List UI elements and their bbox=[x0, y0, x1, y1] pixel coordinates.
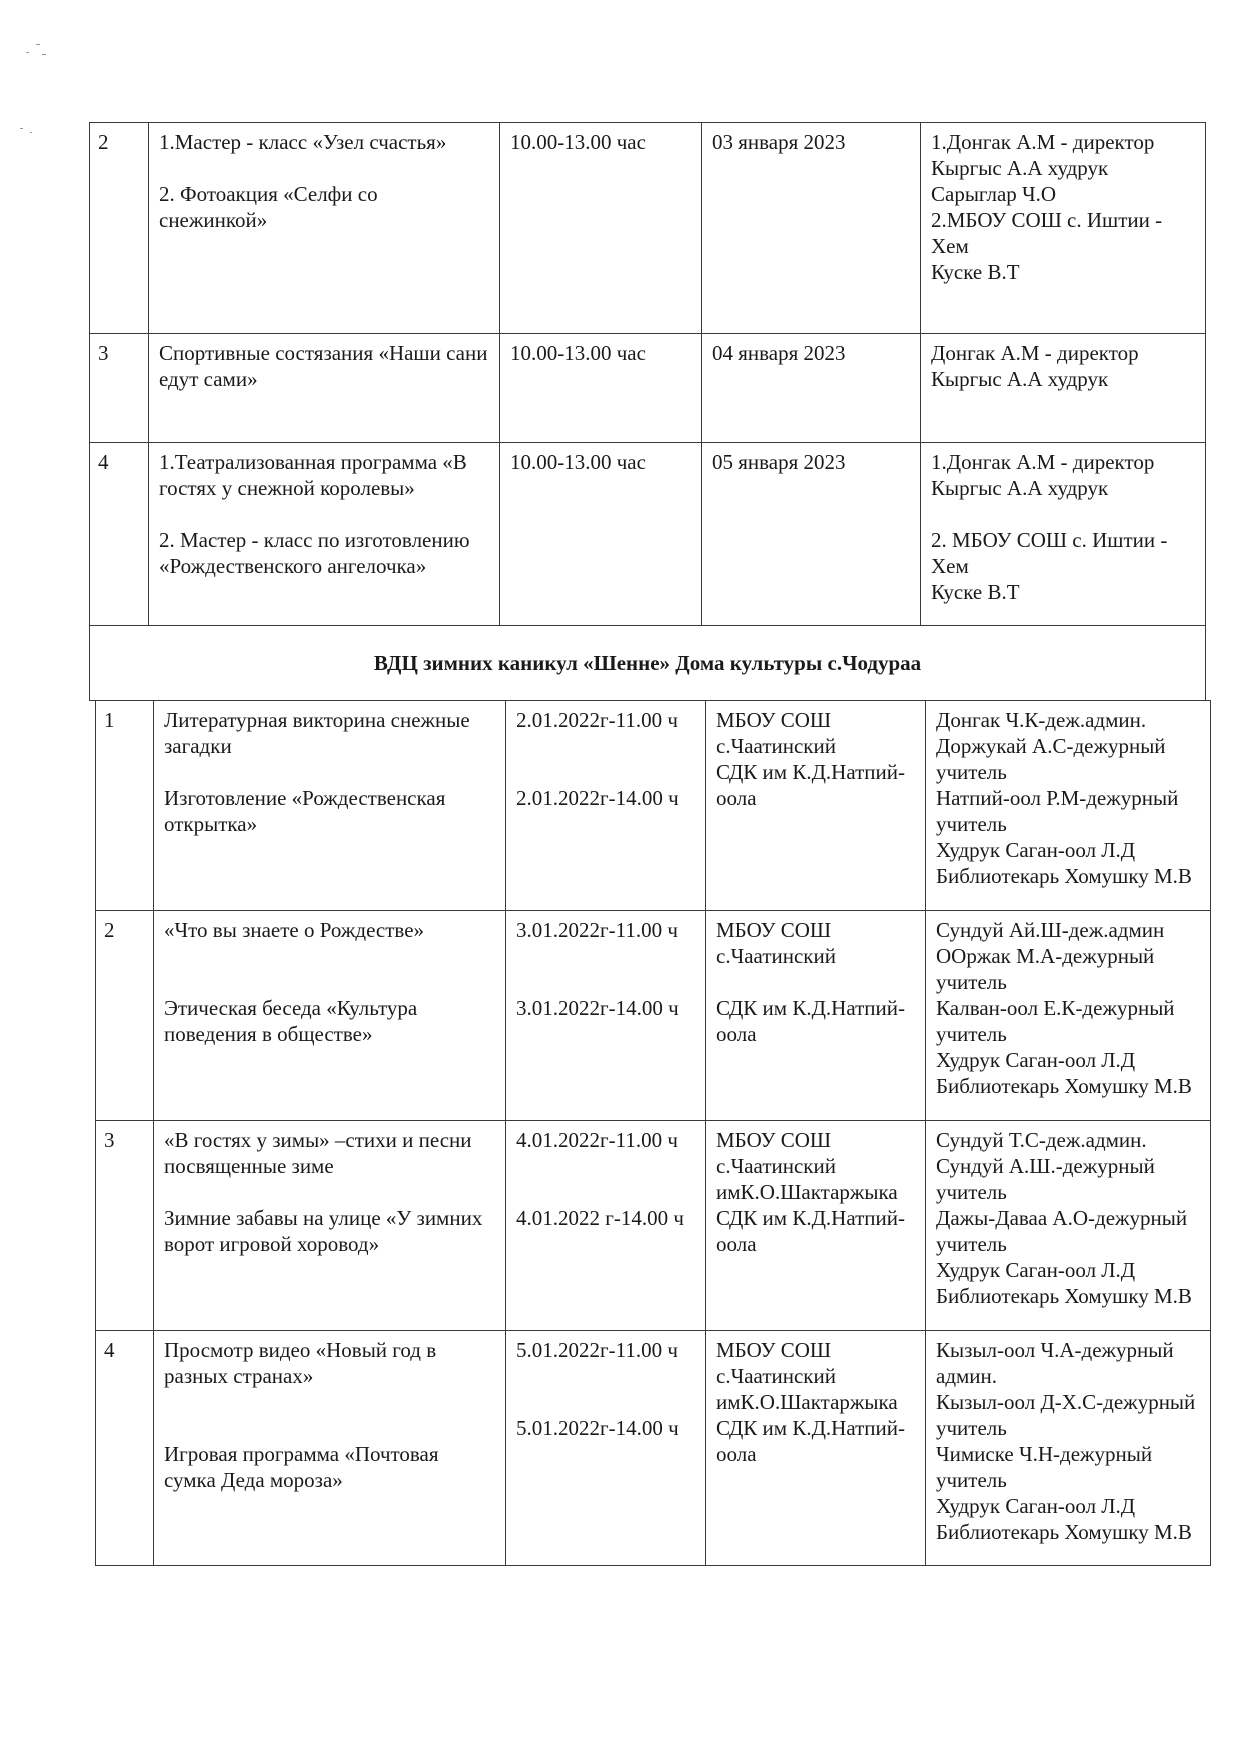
event-responsible: Кызыл-оол Ч.А-дежурный админ. Кызыл-оол Д-Х.С-дежурный учитель Чимиске Ч.Н-дежурный учитель Худрук Саган-оол Л.Д Библиотекарь Хомушку М.В bbox=[926, 1331, 1211, 1566]
section-header-row bbox=[90, 626, 1206, 701]
scan-specks bbox=[18, 40, 78, 140]
event-title: Спортивные состязания «Наши сани едут сами» bbox=[149, 334, 500, 443]
row-number: 4 bbox=[96, 1331, 154, 1566]
row-number: 2 bbox=[90, 123, 149, 334]
row-number: 3 bbox=[90, 334, 149, 443]
event-responsible: 1.Донгак А.М - директор Кыргыс А.А худрук 2. МБОУ СОШ с. Иштии - Хем Куске В.Т bbox=[921, 443, 1206, 626]
event-time: 10.00-13.00 час bbox=[500, 123, 702, 334]
event-responsible: 1.Донгак А.М - директор Кыргыс А.А худрук Сарыглар Ч.О 2.МБОУ СОШ с. Иштии - Хем Куске В.Т bbox=[921, 123, 1206, 334]
event-time: 10.00-13.00 час bbox=[500, 334, 702, 443]
row-number: 4 bbox=[90, 443, 149, 626]
table-row bbox=[90, 123, 1206, 334]
table-row bbox=[90, 443, 1206, 626]
event-place: МБОУ СОШ с.Чаатинский имК.О.Шактаржыка СДК им К.Д.Натпий-оола bbox=[706, 1331, 926, 1566]
event-date: 05 января 2023 bbox=[702, 443, 921, 626]
event-responsible: Сундуй Т.С-деж.админ. Сундуй А.Ш.-дежурный учитель Дажы-Даваа А.О-дежурный учитель Худрук Саган-оол Л.Д Библиотекарь Хомушку М.В bbox=[926, 1121, 1211, 1331]
events-table-chodura bbox=[95, 700, 1211, 1566]
table-row bbox=[96, 1331, 1211, 1566]
row-number: 3 bbox=[96, 1121, 154, 1331]
section-header: ВДЦ зимних каникул «Шенне» Дома культуры с.Чодураа bbox=[90, 626, 1206, 701]
event-responsible: Донгак А.М - директор Кыргыс А.А худрук bbox=[921, 334, 1206, 443]
event-time: 10.00-13.00 час bbox=[500, 443, 702, 626]
row-number: 1 bbox=[96, 701, 154, 911]
event-place: МБОУ СОШ с.Чаатинский СДК им К.Д.Натпий-оола bbox=[706, 911, 926, 1121]
event-time: 3.01.2022г-11.00 ч 3.01.2022г-14.00 ч bbox=[506, 911, 706, 1121]
row-number: 2 bbox=[96, 911, 154, 1121]
event-time: 2.01.2022г-11.00 ч 2.01.2022г-14.00 ч bbox=[506, 701, 706, 911]
event-title: Просмотр видео «Новый год в разных странах» Игровая программа «Почтовая сумка Деда мороза» bbox=[154, 1331, 506, 1566]
event-title: 1.Театрализованная программа «В гостях у снежной королевы» 2. Мастер - класс по изготовлению «Рождественского ангелочка» bbox=[149, 443, 500, 626]
event-title: «В гостях у зимы» –стихи и песни посвященные зиме Зимние забавы на улице «У зимних ворот игровой хоровод» bbox=[154, 1121, 506, 1331]
table-row bbox=[96, 911, 1211, 1121]
table-row bbox=[96, 701, 1211, 911]
event-date: 04 января 2023 bbox=[702, 334, 921, 443]
table-row bbox=[90, 334, 1206, 443]
event-date: 03 января 2023 bbox=[702, 123, 921, 334]
event-title: Литературная викторина снежные загадки Изготовление «Рождественская открытка» bbox=[154, 701, 506, 911]
event-title: «Что вы знаете о Рождестве» Этическая беседа «Культура поведения в обществе» bbox=[154, 911, 506, 1121]
events-table-ishtii-khem bbox=[89, 122, 1206, 701]
event-place: МБОУ СОШ с.Чаатинский имК.О.Шактаржыка СДК им К.Д.Натпий-оола bbox=[706, 1121, 926, 1331]
table-row bbox=[96, 1121, 1211, 1331]
event-responsible: Донгак Ч.К-деж.админ. Доржукай А.С-дежурный учитель Натпий-оол Р.М-дежурный учитель Худрук Саган-оол Л.Д Библиотекарь Хомушку М.В bbox=[926, 701, 1211, 911]
event-title: 1.Мастер - класс «Узел счастья» 2. Фотоакция «Селфи со снежинкой» bbox=[149, 123, 500, 334]
event-time: 5.01.2022г-11.00 ч 5.01.2022г-14.00 ч bbox=[506, 1331, 706, 1566]
event-time: 4.01.2022г-11.00 ч 4.01.2022 г-14.00 ч bbox=[506, 1121, 706, 1331]
event-responsible: Сундуй Ай.Ш-деж.админ ООржак М.А-дежурный учитель Калван-оол Е.К-дежурный учитель Худрук Саган-оол Л.Д Библиотекарь Хомушку М.В bbox=[926, 911, 1211, 1121]
event-place: МБОУ СОШ с.Чаатинский СДК им К.Д.Натпий-оола bbox=[706, 701, 926, 911]
